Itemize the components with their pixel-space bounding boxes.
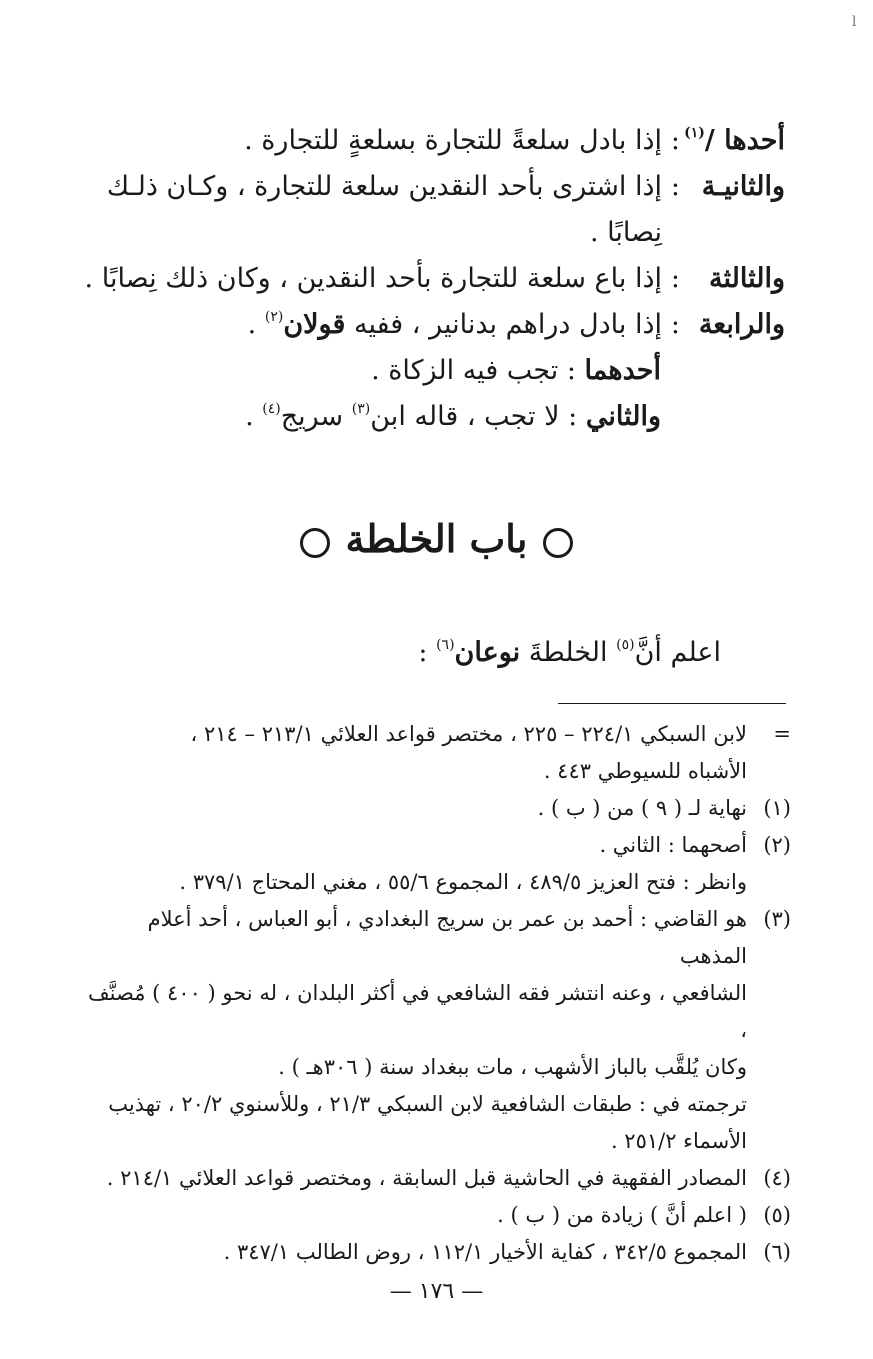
sub-opinion-second: والثاني : لا تجب ، قاله ابن$^{(٣)}$ سريج$^{(٤)}$ .	[245, 401, 661, 432]
circle-ornament-icon	[543, 528, 573, 558]
footnote-number: =	[773, 722, 791, 746]
footnote: (٦) المجموع ٣٤٢/٥ ، كفاية الأخيار ١١٢/١ ، روض الطالب ٣٤٧/١ .	[75, 1234, 791, 1271]
footnote-ref: (٣)	[351, 401, 371, 417]
footnote-number: (٦)	[763, 1240, 791, 1264]
circle-ornament-icon	[300, 528, 330, 558]
chapter-heading: باب الخلطة	[0, 512, 873, 566]
colon: :	[670, 125, 680, 156]
footnote-ref: (١)	[684, 125, 705, 141]
definitions-list	[75, 118, 785, 440]
footnote: (٣) هو القاضي : أحمد بن عمر بن سريج البغدادي ، أبو العباس ، أحد أعلام المذهب الشافعي ، وعنه انتشر فقه الشافعي في أكثر البلدان ، له نحو ( ٤٠٠ ) مُصنَّف ، وكان يُلقَّب بالباز الأشهب ، مات ببغداد سنة ( ٣٠٦هـ ) . ترجمته في : طبقات الشافعية لابن السبكي ٢١/٣ ، وللأسنوي ٢٠/٢ ، تهذيب الأسماء ٢٥١/٢ .	[75, 901, 791, 1160]
definition-row	[75, 256, 785, 302]
definition-row	[75, 118, 785, 164]
footnote: (٥) ( اعلم أنَّ ) زيادة من ( ب ) .	[75, 1197, 791, 1234]
colon: :	[670, 263, 680, 294]
colon: :	[670, 171, 680, 202]
footnote: = لابن السبكي ٢٢٤/١ – ٢٢٥ ، مختصر قواعد العلائي ٢١٣/١ – ٢١٤ ، الأشباه للسيوطي ٤٤٣ .	[75, 716, 791, 790]
colon: :	[670, 309, 680, 340]
corner-mark: l	[852, 14, 857, 30]
footnote-ref: (٢)	[264, 309, 284, 325]
footnote-number: (٥)	[763, 1203, 791, 1227]
definition-text: إذا بادل دراهم بدنانير ، ففيه قولان$^{(٢)}$ .	[247, 309, 662, 340]
definition-row	[75, 164, 785, 256]
footnote-divider	[558, 703, 786, 704]
footnote-number: (٣)	[763, 907, 791, 931]
definition-text: إذا بادل سلعةً للتجارة بسلعةٍ للتجارة .	[244, 125, 662, 156]
definition-text: إذا باع سلعة للتجارة بأحد النقدين ، وكان ذلك نِصابًا .	[84, 263, 662, 294]
bold-term: نوعان	[454, 637, 521, 668]
footnote-number: (٤)	[763, 1166, 791, 1190]
definition-label: أحدها /$^{(١)}$	[684, 125, 785, 156]
bold-term: قولان	[283, 309, 346, 340]
footnote-ref: (٤)	[262, 401, 281, 417]
footnote-number: (٢)	[763, 833, 791, 857]
intro-sentence: اعلم أنَّ$^{(٥)}$ الخلطةَ نوعان$^{(٦)}$ :	[418, 637, 721, 668]
definition-label: والثانيـة	[701, 171, 785, 202]
footnote: (٢) أصحهما : الثاني . وانظر : فتح العزيز ٤٨٩/٥ ، المجموع ٥٥/٦ ، مغني المحتاج ٣٧٩/١ .	[75, 827, 791, 901]
definition-text: إذا اشترى بأحد النقدين سلعة للتجارة ، وكـان ذلـك نِصابًا .	[106, 171, 662, 248]
sub-label: والثاني	[585, 401, 661, 432]
footnote: (٤) المصادر الفقهية في الحاشية قبل السابقة ، ومختصر قواعد العلائي ٢١٤/١ .	[75, 1160, 791, 1197]
definition-row	[75, 302, 785, 348]
sub-label: أحدهما	[584, 355, 661, 386]
footnote-ref: (٥)	[616, 637, 635, 653]
definition-label: والرابعة	[698, 309, 785, 340]
footnote-ref: (٦)	[436, 637, 455, 653]
sub-opinion-first: أحدهما : تجب فيه الزكاة .	[371, 355, 661, 386]
footnotes	[75, 716, 791, 1271]
page-number: — ١٧٦ —	[389, 1279, 484, 1304]
footnote: (١) نهاية لـ ( ٩ ) من ( ب ) .	[75, 790, 791, 827]
footnote-number: (١)	[763, 796, 791, 820]
definition-label: والثالثة	[709, 263, 785, 294]
